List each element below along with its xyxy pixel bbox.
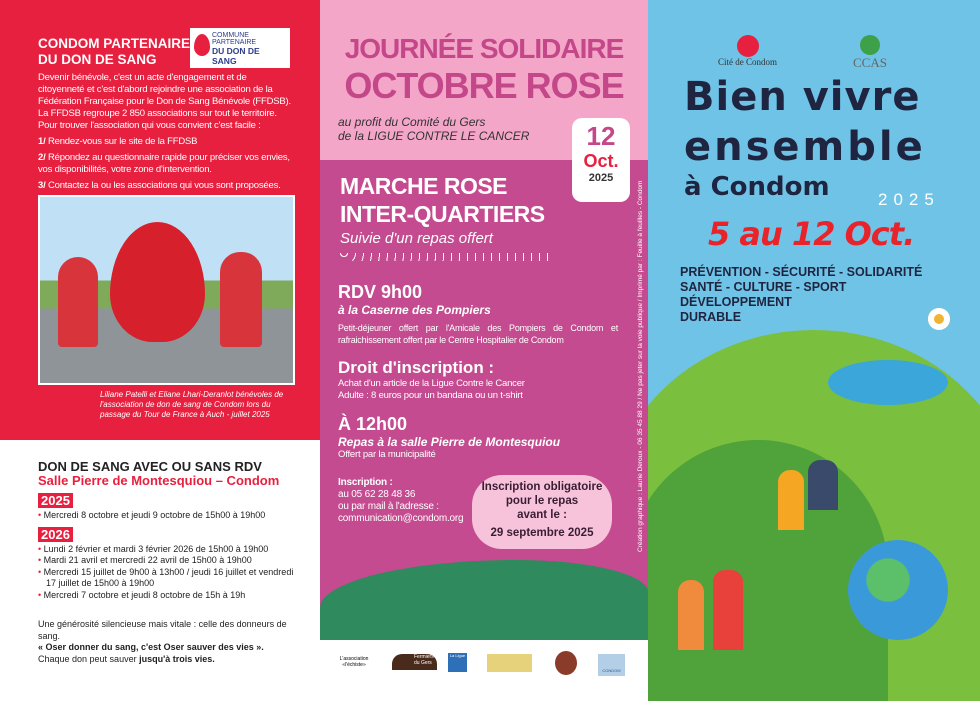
schedule-place: Salle Pierre de Montesquiou – Condom [38,473,280,488]
sponsor-logo [487,654,532,672]
lunch-place: Repas à la salle Pierre de Montesquiou [338,435,561,449]
blood-donation-panel [0,0,320,440]
step-1: 1/ Rendez-vous sur le site de la FFDSB [38,136,198,147]
rdv-title: RDV 9h00 [338,282,423,302]
registration-mail-label: ou par mail à l'adresse : [338,501,439,512]
theme-line: DURABLE [680,310,742,324]
date-item: • Lundi 2 février et mardi 3 février 2026 de 15h00 à 19h00 [38,544,298,556]
date-day: 12 [586,121,616,151]
deadline-line: Inscription obligatoire [481,481,603,493]
event-subtitle-2: de la LIGUE CONTRE LE CANCER [338,129,530,143]
lunch-title: À 12h00 [338,414,408,434]
date-item: • Mardi 21 avril et mercredi 22 avril de 15h00 à 19h00 [38,555,298,567]
event-subtitle-1: au profit du Comité du Gers [338,115,486,129]
event-dates: 5 au 12 Oct. [708,215,915,253]
theme-line: DÉVELOPPEMENT [680,295,792,309]
closing-line: Chaque don peut sauver jusqu'à trois vies. [38,653,215,664]
march-subtitle: Suivie d'un repas offert [340,230,493,247]
credit-text: Création graphique : Laurie Deroux - 06 35 45 88 29 / Ne pas jeter sur la voie publique / Imprimé par : Feuille à feuilles - Condom [637,180,644,552]
step-2: 2/ Répondez au questionnaire rapide pour préciser vos envies, vos disponibilités, votre zone d'intervention. [38,152,290,175]
rdv-text: Petit-déjeuner offert par l'Amicale des Pompiers de Condom et rafraichissement offert par le Centre Hospitalier de Condom [338,323,618,345]
main-title-3: à Condom [684,172,830,202]
closing-slogan: « Oser donner du sang, c'est Oser sauver des vies ». [38,642,264,652]
main-title-1: Bien vivre [684,74,921,120]
sponsor-logo: La Ligue [448,653,467,672]
intro-text: Devenir bénévole, c'est un acte d'engagement et de citoyenneté et c'est d'abord rejoindre une association de la Fédération Française pour le Don de Sang Bénévole (FFDSB). [38,72,291,107]
blood-drop-icon [194,34,210,56]
registration-title: Inscription : [338,477,393,488]
partner-logo [190,28,290,68]
deadline-date: 29 septembre 2025 [490,527,594,539]
event-title-1: JOURNÉE SOLIDAIRE [344,33,624,64]
march-title-1: MARCHE ROSE [340,173,508,199]
year-badge: 2025 [38,493,73,508]
deadline-line: pour le repas [505,495,579,507]
bien-vivre-panel [648,0,980,701]
fee-line: Adulte : 8 euros pour un bandana ou un t-shirt [338,390,523,401]
fee-title: Droit d'inscription : [338,358,495,377]
lunch-text: Offert par la municipalité [338,449,436,460]
registration-deadline-box [472,475,612,549]
pond-illustration [828,360,948,405]
sponsor-logo: CONDOM [598,654,625,676]
cite-condom-logo: Cité de Condom [718,35,777,67]
deadline-line: avant le : [517,509,567,521]
registration-email[interactable]: communication@condom.org [338,513,464,524]
march-title-2: INTER-QUARTIERS [340,201,545,227]
flower-icon [928,308,950,330]
date-month: Oct. [583,151,619,171]
edition-year: 2025 [878,190,940,209]
step-3: 3/ Contactez la ou les associations qui vous sont proposées. [38,180,281,191]
theme-line: PRÉVENTION - SÉCURITÉ - SOLIDARITÉ [680,265,923,279]
date-year: 2025 [588,172,614,184]
donation-schedule [0,440,320,701]
schedule-title: DON DE SANG AVEC OU SANS RDV [38,459,262,474]
sponsor-logos [320,640,648,701]
mascot-figure [110,222,205,342]
logo-line2: DU DON DE SANG [212,46,260,66]
registration-phone: au 05 62 28 48 36 [338,489,416,500]
date-item: • Mercredi 7 octobre et jeudi 8 octobre de 15h à 19h [38,590,298,602]
sponsor-logo [555,651,577,675]
theme-line: SANTÉ - CULTURE - SPORT [680,280,847,294]
rdv-place: à la Caserne des Pompiers [338,303,491,317]
event-title-2: OCTOBRE ROSE [344,65,624,106]
wave-divider [340,253,555,261]
date-item: • Mercredi 8 octobre et jeudi 9 octobre de 15h00 à 19h00 [38,510,298,522]
sponsor-logo: L'association «l'échiste» [339,656,369,668]
sponsor-logo: Fermiers du Gers [392,654,437,670]
ccas-logo: CCAS [853,35,887,71]
panel-title: CONDOM PARTENAIRE DU DON DE SANG [38,36,191,67]
globe-illustration [848,540,948,640]
fee-line: Achat d'un article de la Ligue Contre le Cancer [338,378,525,389]
volunteers-photo [38,195,295,385]
intro-text-2: La FFDSB regroupe 2 850 associations sur tout le territoire. Pour trouver l'association qui vous convient c'est facile : [38,108,277,131]
year-badge: 2026 [38,527,73,542]
date-badge [572,118,630,202]
people-illustration [658,440,838,660]
closing-line: Une générosité silencieuse mais vitale : celle des donneurs de sang. [38,619,287,641]
date-item: • Mercredi 15 juillet de 9h00 à 13h00 / jeudi 16 juillet et vendredi 17 juillet de 15h00 à 19h00 [38,567,298,590]
logo-line1: COMMUNE PARTENAIRE [212,32,257,46]
main-title-2: ensemble [684,124,926,170]
photo-caption: Liliane Patelli et Eliane Lhari-Deranlot bénévoles de l'association de don de sang de Condom lors du passage du Tour de France à Auch - juillet 2025 [100,390,284,419]
